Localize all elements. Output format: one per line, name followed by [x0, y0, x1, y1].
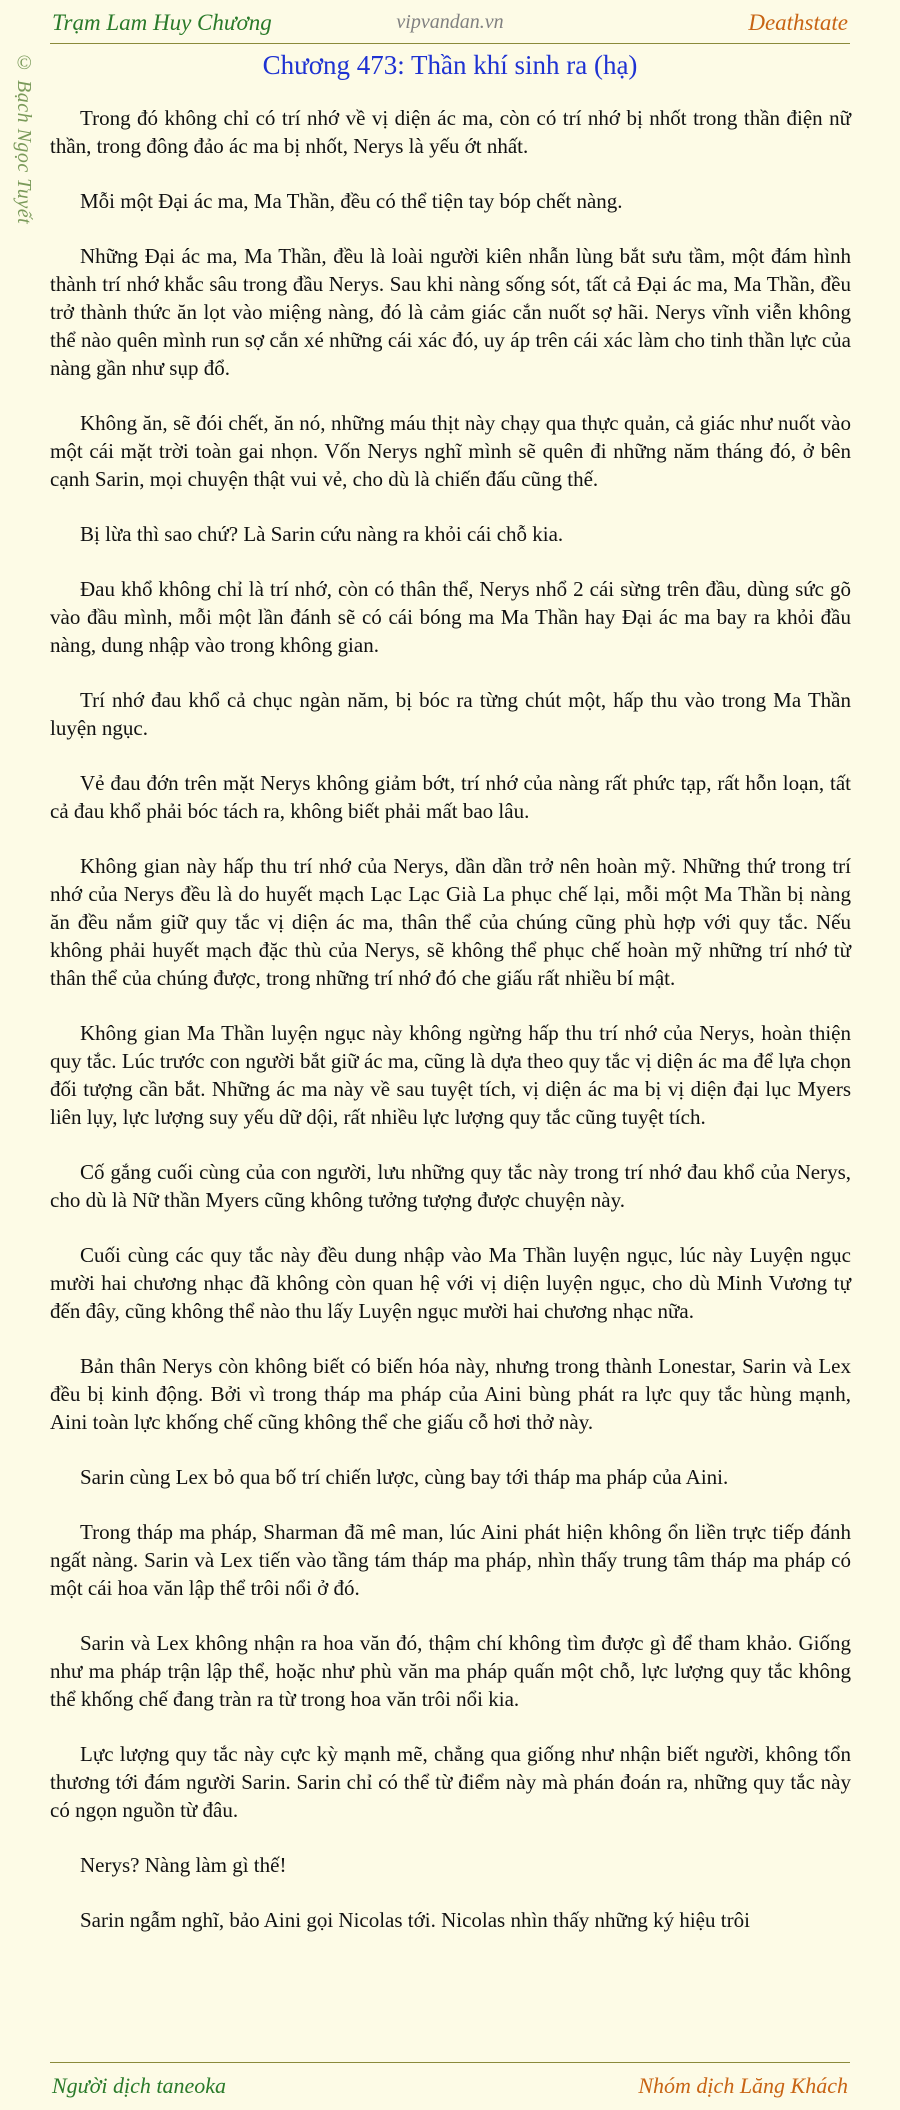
header-editor: Deathstate — [748, 10, 848, 35]
paragraph: Sarin ngẫm nghĩ, bảo Aini gọi Nicolas tới. Nicolas nhìn thấy những ký hiệu trôi — [80, 1908, 750, 1932]
footer-group: Nhóm dịch Lăng Khách — [638, 2073, 848, 2098]
paragraph: Trong tháp ma pháp, Sharman đã mê man, lúc Aini phát hiện không ổn liền trực tiếp đánh ngất nàng. Sarin và Lex tiến vào tầng tám tháp ma pháp, nhìn thấy trung tâm tháp ma pháp có một cái hoa văn lập thể trôi nổi ở đó. — [50, 1520, 851, 1600]
header-website: vipvandan.vn — [396, 11, 504, 33]
paragraph: Vẻ đau đớn trên mặt Nerys không giảm bớt, trí nhớ của nàng rất phức tạp, rất hỗn loạn, tất cả đau khổ phải bóc tách ra, không biết phải mất bao lâu. — [50, 771, 851, 823]
paragraph: Trong đó không chỉ có trí nhớ về vị diện ác ma, còn có trí nhớ bị nhốt trong thần điện nữ thần, trong đông đảo ác ma bị nhốt, Nerys là yếu ớt nhất. — [50, 106, 851, 158]
paragraph: Cuối cùng các quy tắc này đều dung nhập vào Ma Thần luyện ngục, lúc này Luyện ngục mười hai chương nhạc đã không còn quan hệ với vị diện luyện ngục, cho dù Minh Vương tự đến đây, cũng không thể nào thu lấy Luyện ngục mười hai chương nhạc nữa. — [50, 1243, 851, 1323]
paragraph: Những Đại ác ma, Ma Thần, đều là loài người kiên nhẫn lùng bắt sưu tầm, một đám hình thành trí nhớ khắc sâu trong đầu Nerys. Sau khi nàng sống sót, tất cả Đại ác ma, Ma Thần, đều trở thành thức ăn lọt vào miệng nàng, đó là cảm giác cắn nuốt sợ hãi. Nerys vĩnh viễn không thể nào quên mình run sợ cắn xé những cái xác đó, uy áp trên cái xác làm cho tinh thần lực của nàng gần như sụp đổ. — [50, 244, 851, 380]
paragraph: Không ăn, sẽ đói chết, ăn nó, những máu thịt này chạy qua thực quản, cả giác như nuốt vào một cái mặt trời toàn gai nhọn. Vốn Nerys nghĩ mình sẽ quên đi những năm tháng đó, ở bên cạnh Sarin, mọi chuyện thật vui vẻ, cho dù là chiến đấu cũng thế. — [50, 411, 851, 491]
paragraph: Không gian này hấp thu trí nhớ của Nerys, dần dần trở nên hoàn mỹ. Những thứ trong trí nhớ của Nerys đều là do huyết mạch Lạc Lạc Già La phục chế lại, mỗi một Ma Thần bị nàng ăn đều nắm giữ quy tắc vị diện ác ma, thân thể của chúng cũng phù hợp với quy tắc. Nếu không phải huyết mạch đặc thù của Nerys, sẽ không thể phục chế hoàn mỹ những trí nhớ từ thân thể của chúng được, trong những trí nhớ đó che giấu rất nhiều bí mật. — [50, 854, 851, 990]
header-translator-site: Trạm Lam Huy Chương — [52, 10, 272, 35]
page-footer — [50, 2062, 850, 2110]
paragraph: Bản thân Nerys còn không biết có biến hóa này, nhưng trong thành Lonestar, Sarin và Lex đều bị kinh động. Bởi vì trong tháp ma pháp của Aini bùng phát ra lực quy tắc hùng mạnh, Aini toàn lực khống chế cũng không thể che giấu cỗ hơi thở này. — [50, 1354, 851, 1434]
paragraph: Lực lượng quy tắc này cực kỳ mạnh mẽ, chẳng qua giống như nhận biết người, không tổn thương tới đám người Sarin. Sarin chỉ có thể từ điểm này mà phán đoán ra, những quy tắc này có ngọn nguồn từ đâu. — [50, 1742, 851, 1822]
paragraph: Đau khổ không chỉ là trí nhớ, còn có thân thể, Nerys nhổ 2 cái sừng trên đầu, dùng sức gõ vào đầu mình, mỗi một lần đánh sẽ có cái bóng ma Ma Thần hay Đại ác ma bay ra khỏi đầu nàng, dung nhập vào trong không gian. — [50, 577, 851, 657]
paragraph: Sarin cùng Lex bỏ qua bố trí chiến lược, cùng bay tới tháp ma pháp của Aini. — [80, 1465, 729, 1489]
paragraph: Nerys? Nàng làm gì thế! — [80, 1853, 287, 1877]
chapter-body — [50, 104, 851, 1961]
side-copyright: © Bạch Ngọc Tuyết — [13, 52, 35, 225]
paragraph: Không gian Ma Thần luyện ngục này không ngừng hấp thu trí nhớ của Nerys, hoàn thiện quy tắc. Lúc trước con người bắt giữ ác ma, cũng là dựa theo quy tắc vị diện ác ma để lựa chọn đối tượng cần bắt. Những ác ma này về sau tuyệt tích, vị diện ác ma bị vị diện đại lục Myers liên lụy, lực lượng suy yếu dữ dội, rất nhiều lực lượng quy tắc cũng tuyệt tích. — [50, 1021, 851, 1129]
paragraph: Cố gắng cuối cùng của con người, lưu những quy tắc này trong trí nhớ đau khổ của Nerys, cho dù là Nữ thần Myers cũng không tưởng tượng được chuyện này. — [50, 1160, 851, 1212]
paragraph: Trí nhớ đau khổ cả chục ngàn năm, bị bóc ra từng chút một, hấp thu vào trong Ma Thần luyện ngục. — [50, 688, 851, 740]
paragraph: Mỗi một Đại ác ma, Ma Thần, đều có thể tiện tay bóp chết nàng. — [80, 189, 623, 213]
paragraph: Bị lừa thì sao chứ? Là Sarin cứu nàng ra khỏi cái chỗ kia. — [80, 522, 564, 546]
chapter-title: Chương 473: Thần khí sinh ra (hạ) — [262, 50, 638, 80]
footer-translator: Người dịch taneoka — [52, 2073, 227, 2098]
paragraph: Sarin và Lex không nhận ra hoa văn đó, thậm chí không tìm được gì để tham khảo. Giống như ma pháp trận lập thể, hoặc như phù văn ma pháp quấn một chỗ, lực lượng quy tắc không thể khống chế đang tràn ra từ trong hoa văn trôi nổi kia. — [50, 1631, 851, 1711]
page-header — [50, 0, 850, 44]
